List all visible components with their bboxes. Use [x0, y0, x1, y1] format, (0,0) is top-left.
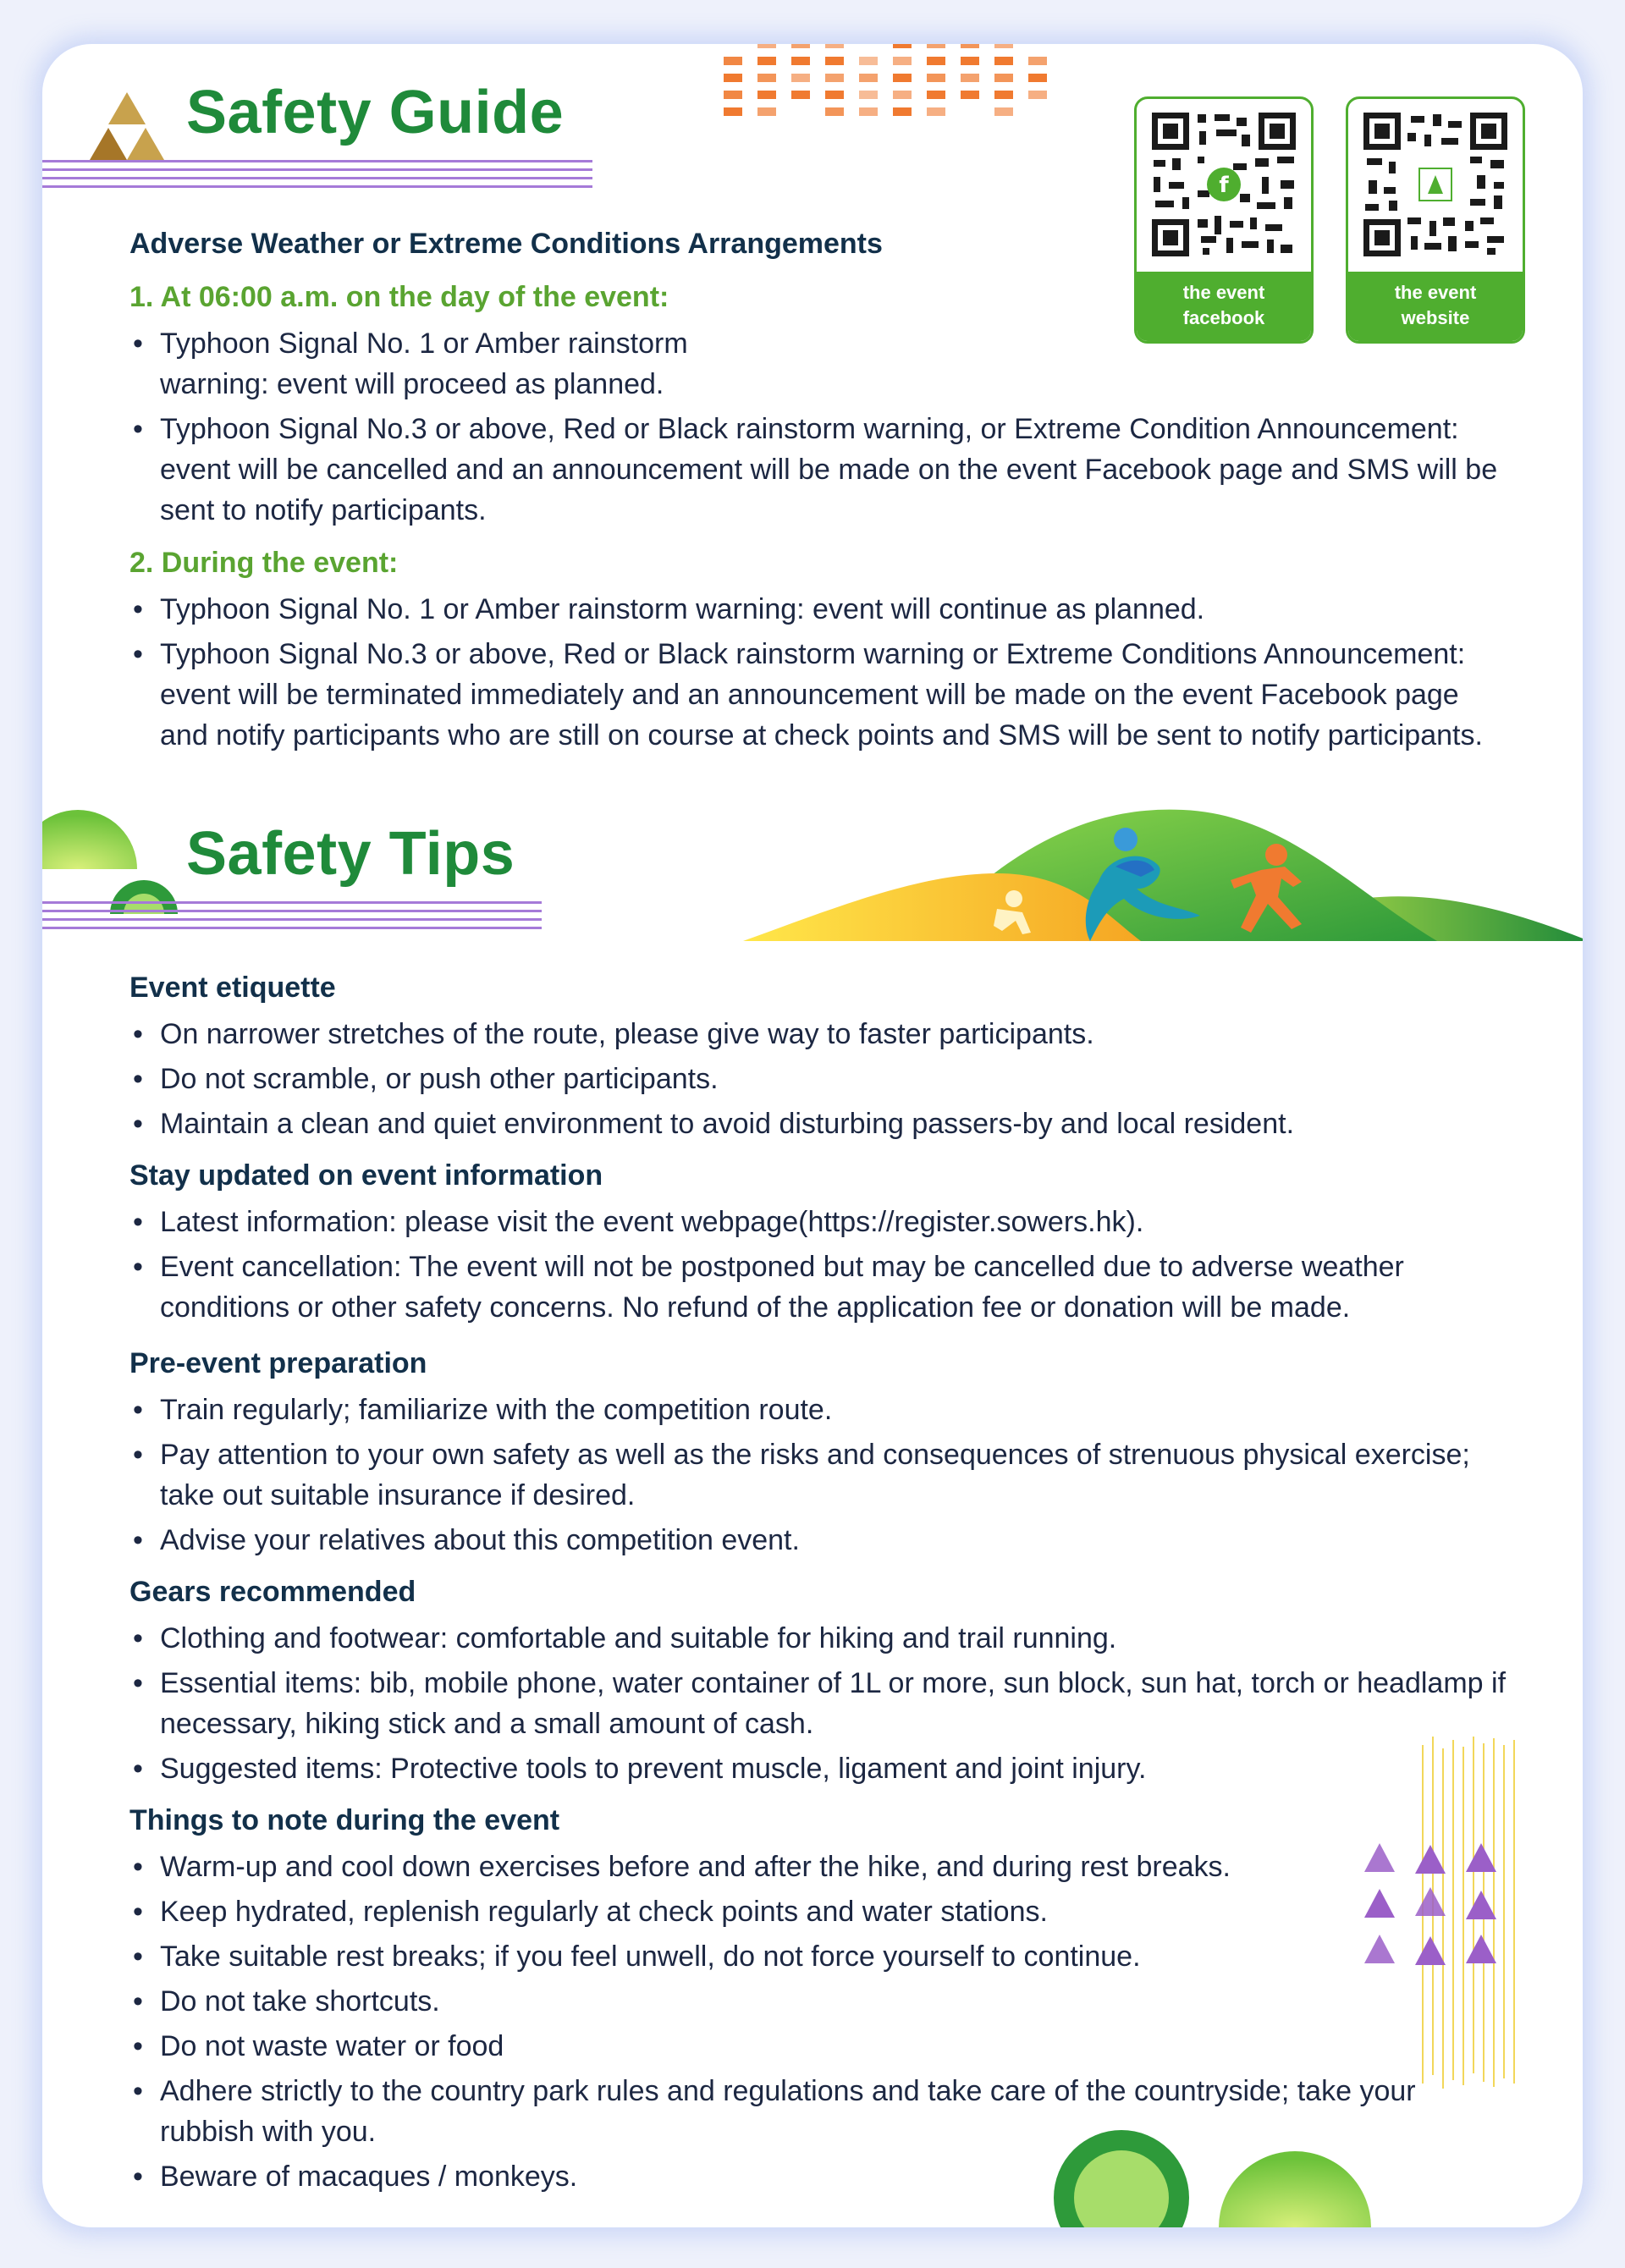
list-item: • Typhoon Signal No.3 or above, Red or Black rainstorm warning or Extreme Conditions Announcement: event will be terminated immediately and an announcement will be made on the event Facebook page and notify participants who are still on course at check points and SMS will be sent to notify participants. — [129, 634, 1507, 756]
purple-hatch-decoration — [42, 154, 592, 193]
purple-hatch-decoration — [42, 895, 542, 934]
list-item: • Do not waste water or food — [129, 2026, 1507, 2067]
list-item: • Essential items: bib, mobile phone, water container of 1L or more, sun block, sun hat, torch or headlamp if necessary, hiking stick and a small amount of cash. — [129, 1663, 1507, 1744]
purple-triangles-decoration — [1363, 1843, 1498, 1970]
orange-bars-decoration — [724, 44, 1088, 129]
facebook-qr-label-line1: the event — [1182, 282, 1265, 303]
list-item: • Pay attention to your own safety as well as the risks and consequences of strenuous physical exercise; take out suitable insurance if desired. — [129, 1434, 1507, 1516]
pre-event-list — [129, 1390, 1507, 1565]
section-2-list — [129, 589, 1507, 760]
etiquette-heading: Event etiquette — [129, 972, 336, 1004]
list-item: • On narrower stretches of the route, please give way to faster participants. — [129, 1014, 1507, 1054]
list-item: • Keep hydrated, replenish regularly at check points and water stations. — [129, 1891, 1507, 1932]
poster-card — [42, 44, 1583, 2227]
list-item: • Take suitable rest breaks; if you feel unwell, do not force yourself to continue. — [129, 1936, 1507, 1977]
section-1-title: 1. At 06:00 a.m. on the day of the event: — [129, 281, 669, 313]
green-ring-bottom-decoration — [1049, 2126, 1193, 2227]
during-event-list — [129, 1847, 1507, 2201]
website-qr-code — [1360, 109, 1511, 260]
list-item: • Typhoon Signal No.3 or above, Red or Black rainstorm warning, or Extreme Condition Announcement: event will be cancelled and an announcement will be made on the event Facebook page and SMS will be sent to notify participants. — [129, 409, 1507, 531]
list-item: • Latest information: please visit the event webpage(https://register.sowers.hk). — [129, 1202, 1507, 1242]
list-item: • Event cancellation: The event will not be postponed but may be cancelled due to adverse weather conditions or other safety concerns. No refund of the application fee or donation will be made. — [129, 1247, 1507, 1328]
list-item: • Typhoon Signal No. 1 or Amber rainstorm warning: event will continue as planned. — [129, 589, 1507, 630]
list-item: • Do not scramble, or push other participants. — [129, 1059, 1507, 1099]
green-semicircle-bottom-decoration — [1219, 2151, 1371, 2227]
website-qr-card[interactable] — [1346, 96, 1525, 344]
website-qr-label-line2: website — [1401, 307, 1470, 328]
facebook-qr-label-line2: facebook — [1182, 307, 1265, 328]
svg-text:f: f — [1219, 173, 1229, 198]
hills-runners-illustration — [743, 789, 1583, 941]
website-qr-label-line1: the event — [1394, 282, 1477, 303]
pre-event-heading: Pre-event preparation — [129, 1347, 427, 1379]
etiquette-list — [129, 1014, 1507, 1148]
safety-tips-title: Safety Tips — [186, 820, 515, 888]
safety-guide-title: Safety Guide — [186, 79, 565, 146]
list-item: • Warm-up and cool down exercises before and after the hike, and during rest breaks. — [129, 1847, 1507, 1887]
list-item: • Suggested items: Protective tools to prevent muscle, ligament and joint injury. — [129, 1748, 1507, 1789]
adverse-weather-heading: Adverse Weather or Extreme Conditions Arrangements — [129, 228, 883, 260]
stay-updated-heading: Stay updated on event information — [129, 1159, 603, 1192]
facebook-qr-card[interactable] — [1134, 96, 1314, 344]
list-item: • Clothing and footwear: comfortable and suitable for hiking and trail running. — [129, 1618, 1507, 1659]
section-1-list — [129, 323, 1507, 535]
section-2-title: 2. During the event: — [129, 547, 399, 579]
during-event-heading: Things to note during the event — [129, 1804, 560, 1836]
list-item: • Train regularly; familiarize with the competition route. — [129, 1390, 1507, 1430]
stay-updated-list — [129, 1202, 1507, 1332]
triangle-cluster-icon — [86, 91, 168, 162]
facebook-qr-code — [1149, 109, 1299, 260]
green-semicircle-decoration — [42, 810, 137, 869]
list-item: • Typhoon Signal No. 1 or Amber rainstorm warning: event will proceed as planned. — [129, 323, 1507, 405]
list-item: • Adhere strictly to the country park rules and regulations and take care of the countryside; take your rubbish with you. — [129, 2071, 1507, 2152]
list-item: • Do not take shortcuts. — [129, 1981, 1507, 2022]
gears-heading: Gears recommended — [129, 1576, 416, 1608]
list-item: • Beware of macaques / monkeys. — [129, 2156, 1507, 2197]
gears-list — [129, 1618, 1507, 1793]
list-item: • Maintain a clean and quiet environment to avoid disturbing passers-by and local resident. — [129, 1104, 1507, 1144]
list-item: • Advise your relatives about this competition event. — [129, 1520, 1507, 1561]
